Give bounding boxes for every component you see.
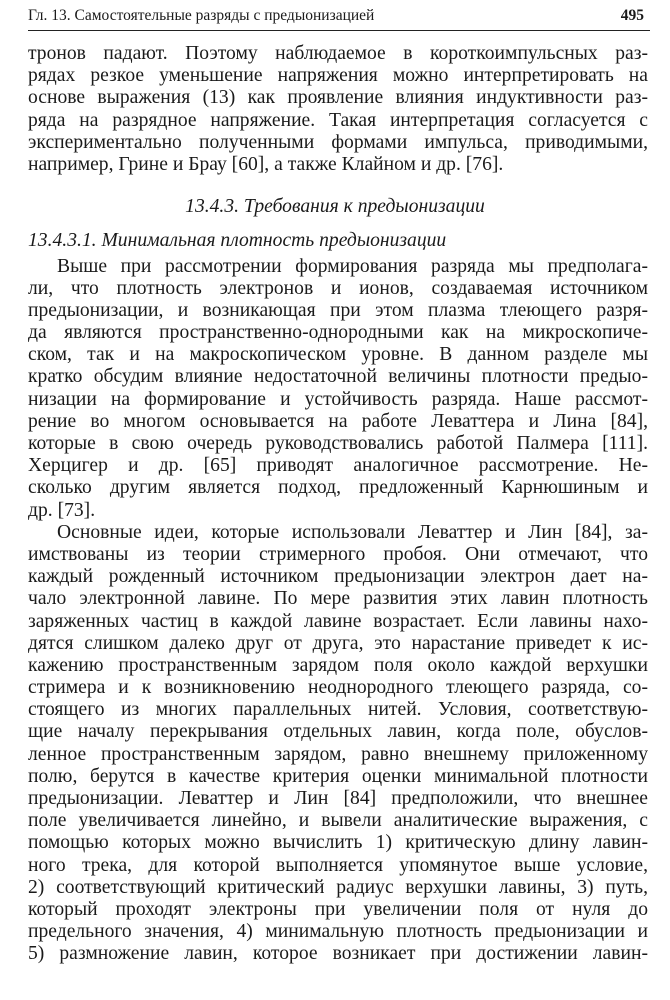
text-line: 5) размножение лавин, которое возникает при достижении лавин- [28,943,648,965]
text-line: Херцигер и др. [65] приводят аналогичное рассмотрение. Не- [28,455,648,477]
text-line: да являются пространственно-однородными как на микроскопиче- [28,322,648,344]
text-line: низации на формирование и устойчивость разряда. Наше рассмот- [28,388,648,410]
text-line: тронов падают. Поэтому наблюдаемое в короткоимпульсных раз- [28,43,648,64]
text-line: основе выражения (13) как проявление влияния индуктивности раз- [28,87,648,109]
text-line: предыонизации. Леваттер и Лин [84] предположили, что внешнее [28,788,648,809]
text-line: ленное пространственным зарядом, равно внешнему приложенному [28,743,648,765]
text-line: ряда на разрядное напряжение. Такая интерпретация согласуется с [28,109,648,131]
text-line: дятся слишком далеко друг от друга, это нарастание приведет к ис- [28,632,648,654]
text-line: помощью которых можно вычислить 1) критическую длину лавин- [28,832,648,854]
text-line: Основные идеи, которые использовали Леваттер и Лин [84], за- [57,521,648,543]
text-line: стоящего из многих параллельных нитей. Условия, соответствую- [28,699,648,721]
text-line: предельного значения, 4) минимальную плотность предыонизации и [28,921,648,943]
running-header [28,6,644,28]
text-line: которые в свою очередь руководствовались работой Палмера [111]. [28,433,648,454]
header-rule [28,30,650,31]
text-line: рядах резкое уменьшение напряжения можно интерпретировать на [28,65,648,87]
text-line: полю, берутся в качестве критерия оценки минимальной плотности [28,765,648,787]
paragraph-continuation [28,43,648,176]
section-heading: 13.4.3. Требования к предыонизации [185,196,485,218]
text-line: др. [73]. [28,499,96,521]
body-text [28,43,648,966]
text-line: рение во многом основывается на работе Леваттера и Лина [84], [28,410,648,432]
text-line: сколько другим является подход, предложенный Карнюшиным и [28,477,648,499]
text-line: каждый рожденный источником предыонизации электрон дает на- [28,566,648,588]
text-line: кратко обсудим влияние недостаточной величины плотности предыо- [28,366,648,388]
text-line: кажению пространственным зарядом поля около каждой верхушки [28,654,648,676]
text-line: предыонизации, и возникающая при этом плазма тлеющего разря- [28,299,648,321]
text-line: имствованы из теории стримерного пробоя. Они отмечают, что [28,543,648,565]
text-line: 2) соответствующий критический радиус верхушки лавины, 3) путь, [28,876,648,898]
paragraph-preionization-density [28,256,648,522]
text-line: ском, так и на макроскопическом уровне. В данном разделе мы [28,344,648,366]
text-line: заряженных частиц в каждой лавине возрастает. Если лавины нахо- [28,610,648,632]
subsection-heading: 13.4.3.1. Минимальная плотность предыонизации [28,230,447,252]
text-line: чало электронной лавине. По мере развития этих лавин плотность [28,588,648,610]
text-line: щие началу перекрывания отдельных лавин, когда поле, обуслов- [28,721,648,743]
text-line: ли, что плотность электронов и ионов, создаваемая источником [28,277,648,299]
running-header-title: Гл. 13. Самостоятельные разряды с предыонизацией [28,7,375,24]
page-number: 495 [620,7,644,24]
text-line: ного трека, для которой выполняется упомянутое выше условие, [28,854,648,876]
text-line: экспериментально полученными формами импульса, приводимыми, [28,131,648,153]
text-line: например, Грине и Брау [60], а также Клайном и др. [76]. [28,153,504,175]
text-line: Выше при рассмотрении формирования разряда мы предполага- [57,255,648,277]
paragraph-streamer-theory [28,522,648,966]
text-line: поле увеличивается линейно, и вывели аналитические выражения, с [28,810,648,832]
text-line: который проходят электроны при увеличении поля от нуля до [28,898,648,920]
text-line: стримера и к возникновению неоднородного тлеющего разряда, со- [28,677,648,699]
